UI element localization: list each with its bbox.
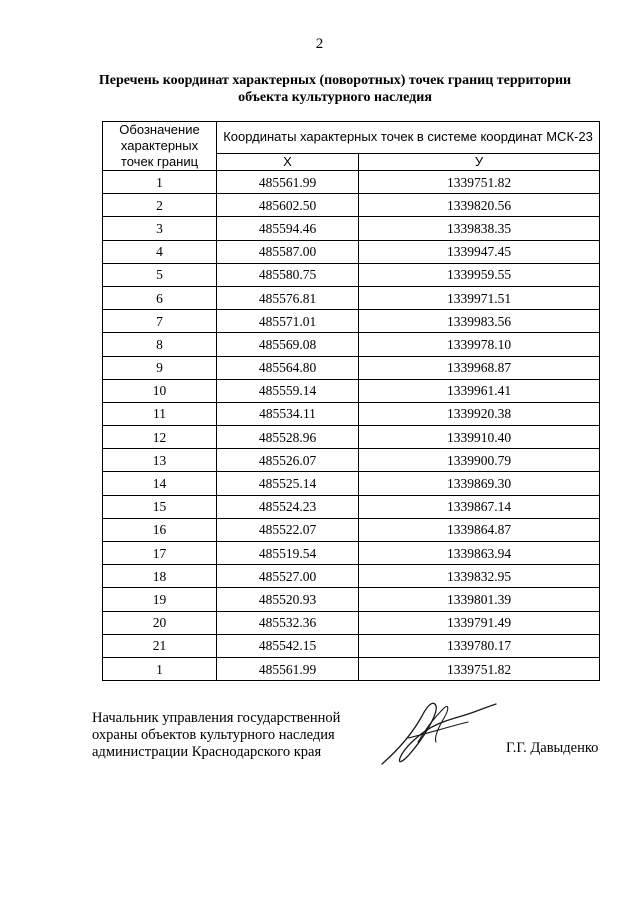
coordinates-table: [102, 121, 600, 681]
point-number-cell: 5: [103, 263, 217, 286]
table-row: [103, 634, 600, 657]
table-row: [103, 657, 600, 680]
title-line-1: Перечень координат характерных (поворотных) точек границ территории: [98, 73, 572, 88]
table-row: [103, 426, 600, 449]
position-line-2: охраны объектов культурного наследия: [92, 727, 335, 743]
y-coordinate-cell: 1339959.55: [359, 263, 600, 286]
point-number-cell: 8: [103, 333, 217, 356]
point-number-cell: 21: [103, 634, 217, 657]
x-coordinate-cell: 485524.23: [217, 495, 359, 518]
table-row: [103, 518, 600, 541]
table-row: [103, 171, 600, 194]
x-coordinate-cell: 485602.50: [217, 194, 359, 217]
x-coordinate-cell: 485559.14: [217, 379, 359, 402]
header-y: У: [359, 153, 600, 170]
table-row: [103, 588, 600, 611]
table-row: [103, 240, 600, 263]
x-coordinate-cell: 485525.14: [217, 472, 359, 495]
point-number-cell: 17: [103, 542, 217, 565]
signer-name: Г.Г. Давыденко: [506, 740, 599, 756]
x-coordinate-cell: 485534.11: [217, 402, 359, 425]
y-coordinate-cell: 1339820.56: [359, 194, 600, 217]
x-coordinate-cell: 485520.93: [217, 588, 359, 611]
table-row: [103, 542, 600, 565]
x-coordinate-cell: 485542.15: [217, 634, 359, 657]
table-row: [103, 310, 600, 333]
x-coordinate-cell: 485576.81: [217, 286, 359, 309]
x-coordinate-cell: 485526.07: [217, 449, 359, 472]
table-row: [103, 217, 600, 240]
point-number-cell: 19: [103, 588, 217, 611]
x-coordinate-cell: 485569.08: [217, 333, 359, 356]
y-coordinate-cell: 1339978.10: [359, 333, 600, 356]
point-number-cell: 2: [103, 194, 217, 217]
y-coordinate-cell: 1339867.14: [359, 495, 600, 518]
x-coordinate-cell: 485571.01: [217, 310, 359, 333]
y-coordinate-cell: 1339983.56: [359, 310, 600, 333]
y-coordinate-cell: 1339920.38: [359, 402, 600, 425]
point-number-cell: 3: [103, 217, 217, 240]
point-number-cell: 9: [103, 356, 217, 379]
y-coordinate-cell: 1339971.51: [359, 286, 600, 309]
table-row: [103, 263, 600, 286]
footer-position: [92, 710, 340, 761]
y-coordinate-cell: 1339751.82: [359, 657, 600, 680]
table-row: [103, 356, 600, 379]
title-line-2: объекта культурного наследия: [238, 90, 432, 105]
x-coordinate-cell: 485532.36: [217, 611, 359, 634]
table-row: [103, 194, 600, 217]
y-coordinate-cell: 1339869.30: [359, 472, 600, 495]
point-number-cell: 11: [103, 402, 217, 425]
point-number-cell: 16: [103, 518, 217, 541]
y-coordinate-cell: 1339864.87: [359, 518, 600, 541]
point-number-cell: 7: [103, 310, 217, 333]
point-number-cell: 14: [103, 472, 217, 495]
document-title: [60, 72, 610, 106]
y-coordinate-cell: 1339961.41: [359, 379, 600, 402]
x-coordinate-cell: 485522.07: [217, 518, 359, 541]
x-coordinate-cell: 485528.96: [217, 426, 359, 449]
y-coordinate-cell: 1339910.40: [359, 426, 600, 449]
table-row: [103, 402, 600, 425]
point-number-cell: 12: [103, 426, 217, 449]
point-number-cell: 1: [103, 657, 217, 680]
point-number-cell: 4: [103, 240, 217, 263]
point-number-cell: 15: [103, 495, 217, 518]
x-coordinate-cell: 485580.75: [217, 263, 359, 286]
x-coordinate-cell: 485594.46: [217, 217, 359, 240]
position-line-3: администрации Краснодарского края: [92, 744, 322, 760]
y-coordinate-cell: 1339838.35: [359, 217, 600, 240]
table-row: [103, 333, 600, 356]
x-coordinate-cell: 485564.80: [217, 356, 359, 379]
table-row: [103, 495, 600, 518]
table-row: [103, 379, 600, 402]
point-number-cell: 20: [103, 611, 217, 634]
y-coordinate-cell: 1339791.49: [359, 611, 600, 634]
x-coordinate-cell: 485519.54: [217, 542, 359, 565]
x-coordinate-cell: 485527.00: [217, 565, 359, 588]
point-number-cell: 6: [103, 286, 217, 309]
point-number-cell: 1: [103, 171, 217, 194]
table-row: [103, 472, 600, 495]
x-coordinate-cell: 485561.99: [217, 657, 359, 680]
y-coordinate-cell: 1339968.87: [359, 356, 600, 379]
coordinates-table-body: [103, 171, 600, 681]
table-row: [103, 611, 600, 634]
point-number-cell: 18: [103, 565, 217, 588]
header-point-designation: Обозначение характерных точек границ: [103, 122, 217, 171]
y-coordinate-cell: 1339863.94: [359, 542, 600, 565]
handwritten-signature: [378, 698, 498, 770]
y-coordinate-cell: 1339832.95: [359, 565, 600, 588]
table-row: [103, 286, 600, 309]
position-line-1: Начальник управления государственной: [92, 710, 341, 726]
y-coordinate-cell: 1339780.17: [359, 634, 600, 657]
y-coordinate-cell: 1339947.45: [359, 240, 600, 263]
table-row: [103, 565, 600, 588]
x-coordinate-cell: 485561.99: [217, 171, 359, 194]
header-coordinates: Координаты характерных точек в системе координат МСК-23: [217, 122, 600, 154]
table-row: [103, 449, 600, 472]
y-coordinate-cell: 1339900.79: [359, 449, 600, 472]
y-coordinate-cell: 1339751.82: [359, 171, 600, 194]
point-number-cell: 10: [103, 379, 217, 402]
header-x: Х: [217, 153, 359, 170]
point-number-cell: 13: [103, 449, 217, 472]
x-coordinate-cell: 485587.00: [217, 240, 359, 263]
y-coordinate-cell: 1339801.39: [359, 588, 600, 611]
page-number: 2: [315, 36, 324, 52]
